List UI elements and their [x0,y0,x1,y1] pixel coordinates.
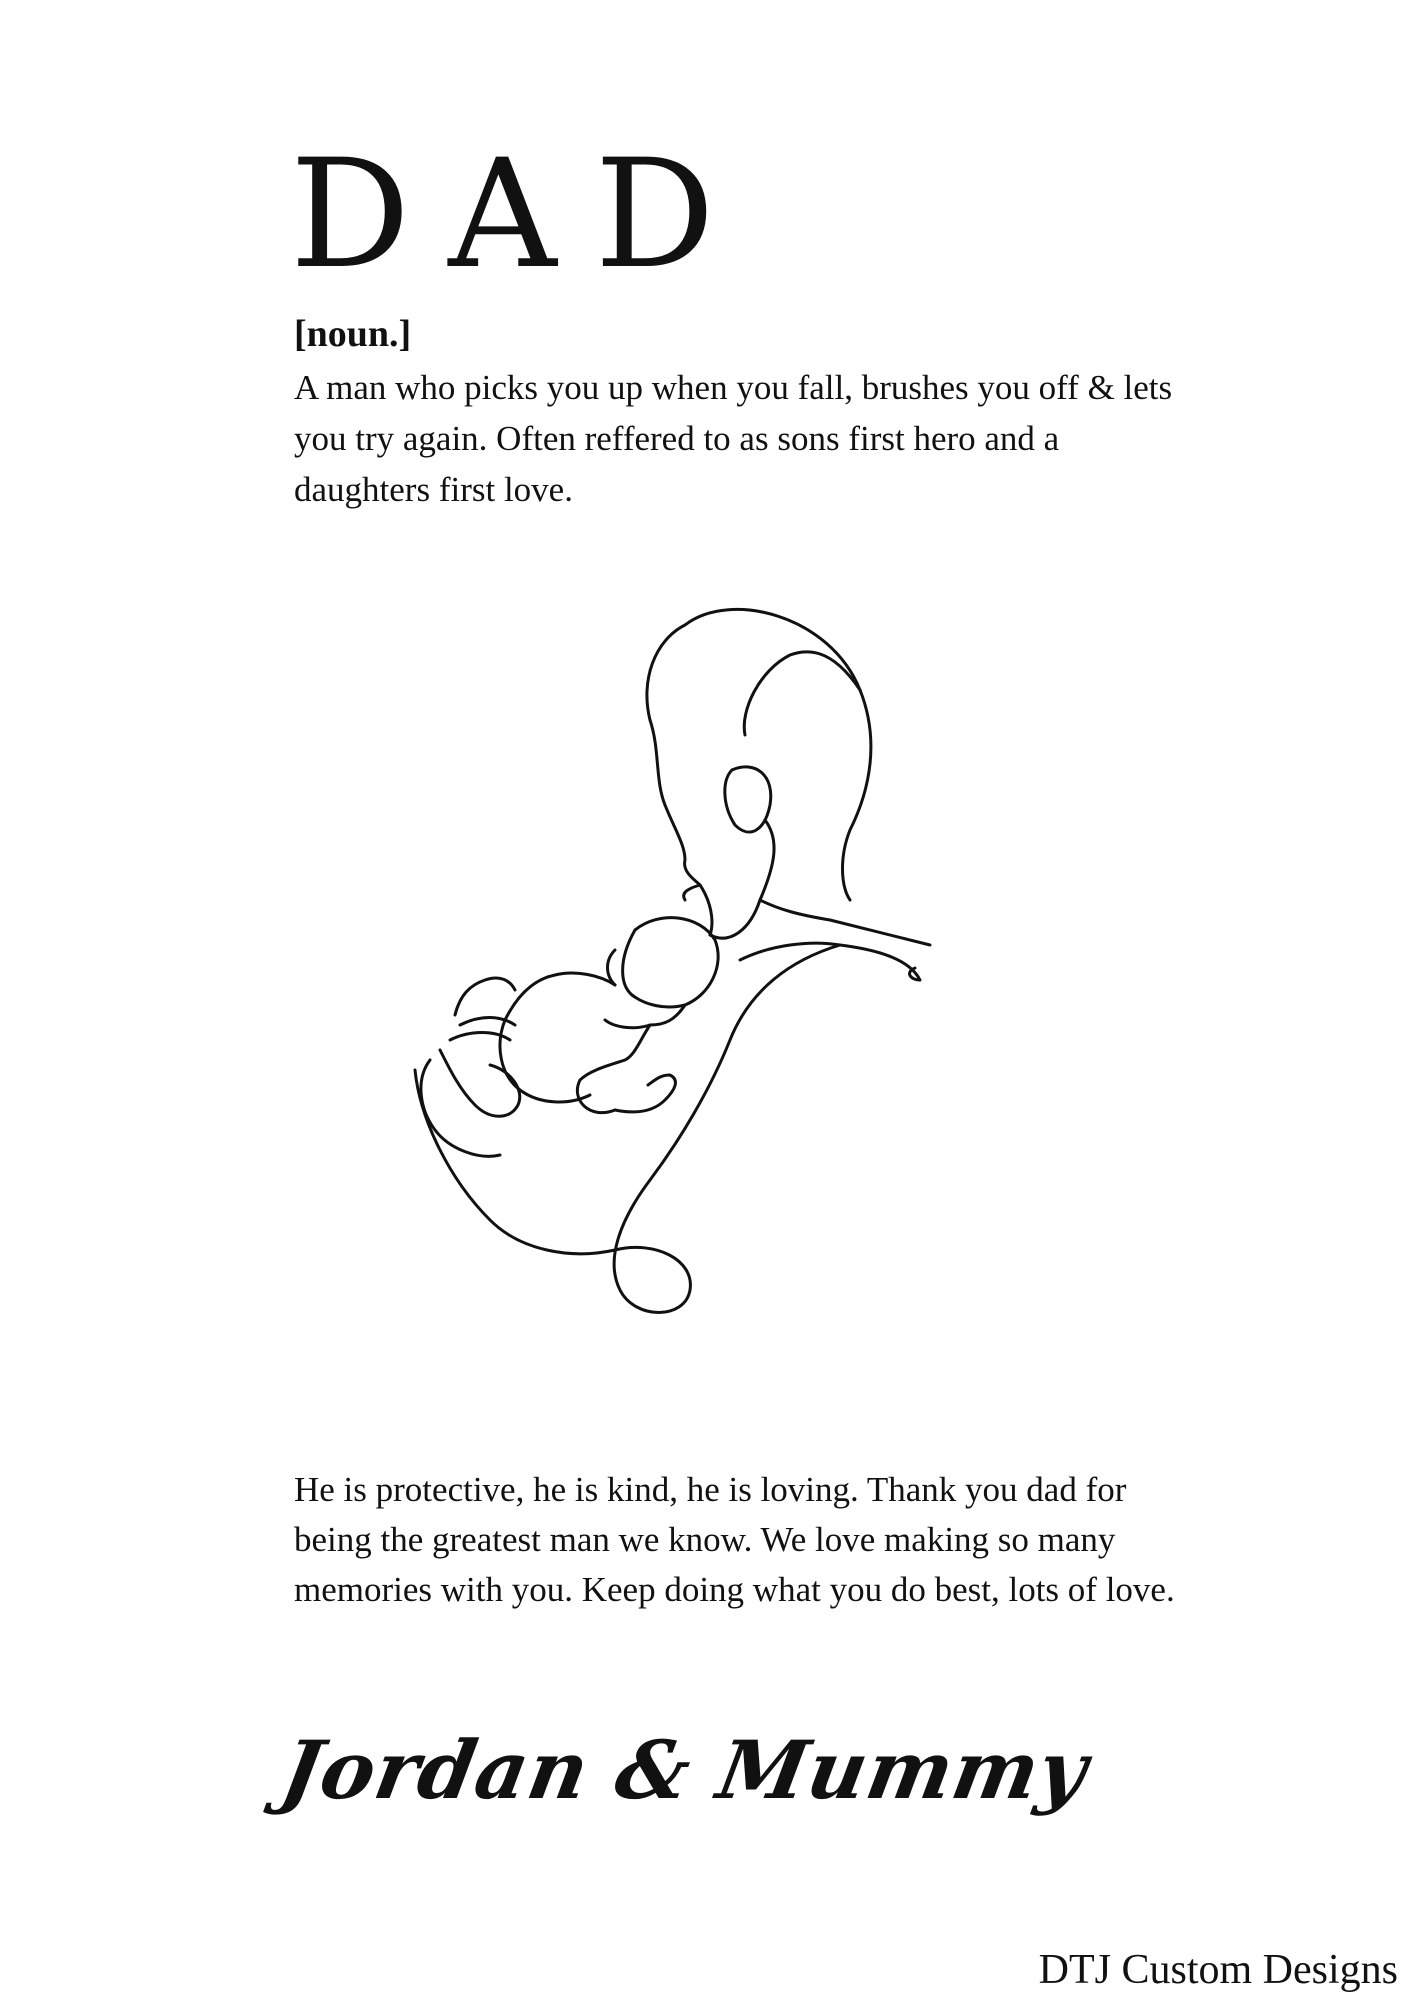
footer-brand: DTJ Custom Designs [1038,1947,1398,1993]
definition-text: A man who picks you up when you fall, brushes you off & lets you try again. Often reffered to as sons first hero and a daughters first love. [294,368,1173,509]
father-kissing-baby-line-art-icon [410,600,1010,1400]
page-title: DAD [290,128,753,302]
message-text: He is protective, he is kind, he is loving. Thank you dad for being the greatest man we know. We love making so many memories with you. Keep doing what you do best, lots of love. [294,1470,1175,1609]
signature: Jordan & Mummy [274,1723,1096,1817]
part-of-speech: [noun.] [294,313,412,355]
